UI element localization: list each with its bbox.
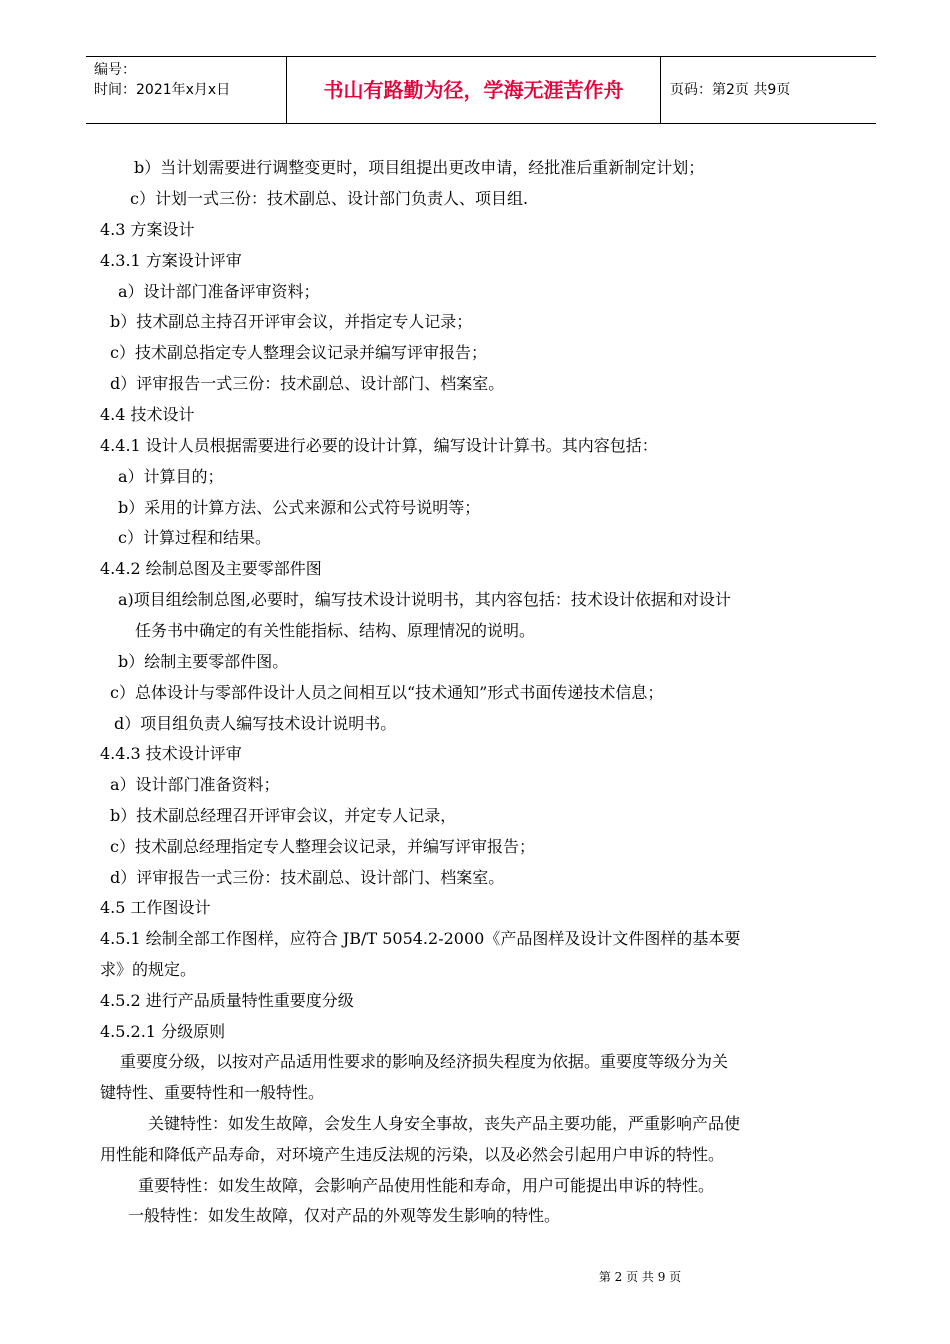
body-line: b）采用的计算方法、公式来源和公式符号说明等；: [118, 498, 481, 517]
section-heading: 4.5.1 绘制全部工作图样，应符合 JB/T 5054.2-2000《产品图样及设计文件图样的基本要: [100, 929, 741, 948]
body-line: c）计划一式三份：技术副总、设计部门负责人、项目组.: [130, 189, 529, 208]
body-line: b）绘制主要零部件图。: [118, 652, 289, 671]
body-line: a）设计部门准备评审资料；: [118, 282, 320, 301]
body-line: 重要特性：如发生故障，会影响产品使用性能和寿命，用户可能提出申诉的特性。: [138, 1176, 715, 1195]
body-line: c）总体设计与零部件设计人员之间相互以“技术通知”形式书面传递技术信息；: [110, 683, 664, 702]
body-line: c）技术副总指定专人整理会议记录并编写评审报告；: [110, 343, 487, 362]
section-heading: 4.4.2 绘制总图及主要零部件图: [100, 559, 322, 578]
body-line: 关键特性：如发生故障，会发生人身安全事故，丧失产品主要功能，严重影响产品使: [148, 1114, 741, 1133]
page-header: [86, 56, 876, 124]
page-footer: 第 2 页 共 9 页: [598, 1270, 682, 1284]
body-line: b）技术副总经理召开评审会议，并定专人记录，: [110, 806, 457, 825]
body-line: d）评审报告一式三份：技术副总、设计部门、档案室。: [110, 868, 505, 887]
section-heading: 4.3.1 方案设计评审: [100, 251, 242, 270]
header-page-info: 页码：第2页 共9页: [670, 82, 791, 98]
body-line: 键特性、重要特性和一般特性。: [100, 1083, 325, 1102]
header-motto: 书山有路勤为径，学海无涯苦作舟: [323, 78, 624, 102]
body-line: d）评审报告一式三份：技术副总、设计部门、档案室。: [110, 374, 505, 393]
body-line: 用性能和降低产品寿命，对环境产生违反法规的污染，以及必然会引起用户申诉的特性。: [100, 1145, 725, 1164]
section-heading: 4.5.2 进行产品质量特性重要度分级: [100, 991, 354, 1010]
body-line: 任务书中确定的有关性能指标、结构、原理情况的说明。: [135, 621, 536, 640]
doc-time-label: 时间：2021年x月x日: [94, 82, 231, 98]
body-line: c）技术副总经理指定专人整理会议记录，并编写评审报告；: [110, 837, 535, 856]
doc-number-label: 编号：: [94, 62, 136, 78]
section-heading: 4.4 技术设计: [100, 405, 195, 424]
body-line: c）计算过程和结果。: [118, 528, 271, 547]
body-line: b）技术副总主持召开评审会议，并指定专人记录；: [110, 312, 473, 331]
body-line: b）当计划需要进行调整变更时，项目组提出更改申请，经批准后重新制定计划；: [134, 158, 705, 177]
section-heading: 4.4.1 设计人员根据需要进行必要的设计计算，编写设计计算书。其内容包括：: [100, 436, 658, 455]
section-heading: 4.3 方案设计: [100, 220, 195, 239]
body-line: a）计算目的；: [118, 467, 224, 486]
body-line: 求》的规定。: [100, 960, 197, 979]
header-meta: [94, 60, 284, 100]
section-heading: 4.5 工作图设计: [100, 898, 211, 917]
header-divider: [660, 57, 661, 123]
body-line: 重要度分级，以按对产品适用性要求的影响及经济损失程度为依据。重要度等级分为关: [120, 1052, 729, 1071]
section-heading: 4.4.3 技术设计评审: [100, 744, 242, 763]
body-line: d）项目组负责人编写技术设计说明书。: [114, 714, 397, 733]
section-heading: 4.5.2.1 分级原则: [100, 1022, 226, 1041]
body-line: a)项目组绘制总图,必要时，编写技术设计说明书，其内容包括：技术设计依据和对设计: [118, 590, 731, 609]
body-line: 一般特性：如发生故障，仅对产品的外观等发生影响的特性。: [128, 1206, 561, 1225]
body-line: a）设计部门准备资料；: [110, 775, 280, 794]
